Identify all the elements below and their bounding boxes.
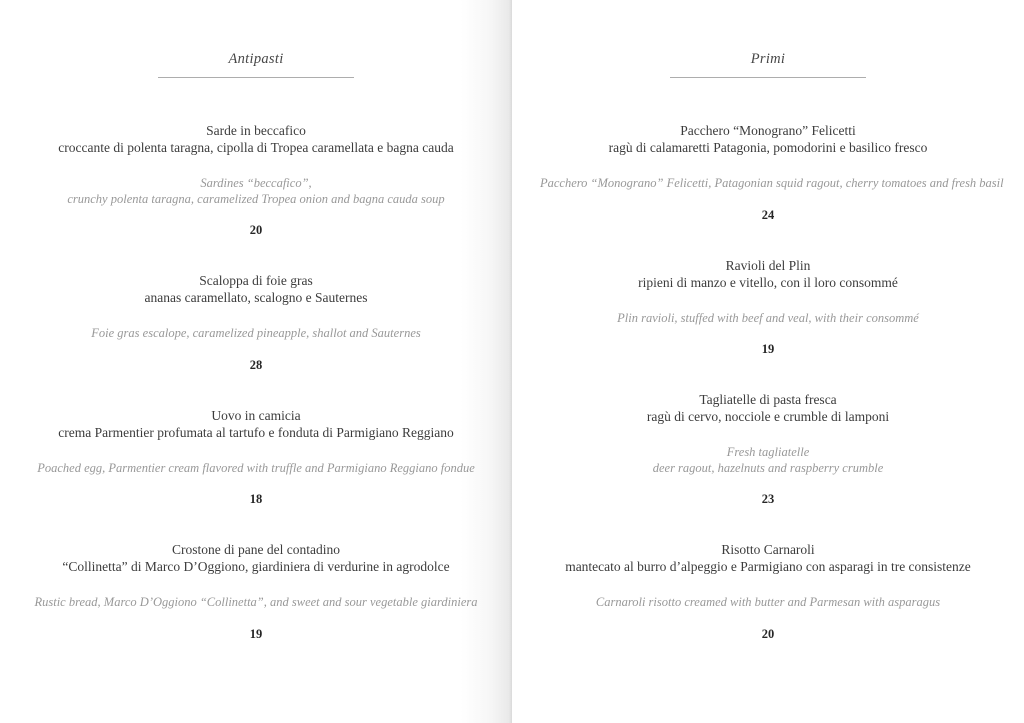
dish-translation-line: crunchy polenta taragna, caramelized Tropea onion and bagna cauda soup [67, 191, 445, 206]
dish-translation [540, 445, 996, 476]
dish-title-line: Scaloppa di foie gras [199, 273, 313, 288]
dish-subtitle-line: ripieni di manzo e vitello, con il loro consommé [638, 274, 898, 290]
dish-price: 20 [249, 223, 263, 237]
dish-title [28, 541, 484, 575]
dish-subtitle-line: ragù di cervo, nocciole e crumble di lamponi [646, 409, 890, 424]
dish-price: 24 [761, 207, 775, 222]
dish-subtitle-line: “Collinetta” di Marco D’Oggiono, giardiniera di verdurine in agrodolce [62, 559, 450, 574]
dish-title [540, 541, 996, 575]
menu-page-primi [512, 0, 1024, 723]
section-title-antipasti: Antipasti [228, 51, 284, 67]
dish-translation [28, 176, 484, 207]
dish-title-line: Uovo in camicia [211, 407, 301, 423]
dish-subtitle-line: crema Parmentier profumata al tartufo e fonduta di Parmigiano Reggiano [58, 424, 454, 440]
menu-item-scaloppa [28, 272, 484, 373]
dish-title-line: Risotto Carnaroli [721, 542, 815, 557]
dish-translation-line: Carnaroli risotto creamed with butter and Parmesan with asparagus [595, 595, 941, 609]
dish-subtitle-line: ragù di calamaretti Patagonia, pomodorini e basilico fresco [608, 140, 928, 155]
dish-translation-line: deer ragout, hazelnuts and raspberry crumble [652, 460, 884, 475]
dish-title [28, 272, 484, 306]
dish-price: 28 [249, 357, 263, 372]
dish-translation [28, 461, 484, 477]
dish-translation-line: Pacchero “Monograno” Felicetti, Patagonian squid ragout, cherry tomatoes and fresh basil [540, 176, 1004, 190]
dish-translation-line: Sardines “beccafico”, [200, 176, 312, 190]
dish-title [540, 122, 996, 156]
menu-item-sarde [28, 122, 484, 238]
section-title-primi: Primi [750, 51, 786, 67]
dish-translation [28, 326, 484, 342]
dish-price: 19 [249, 626, 263, 641]
dish-price: 20 [761, 626, 775, 641]
dish-translation-line: Rustic bread, Marco D’Oggiono “Collinetta”, and sweet and sour vegetable giardiniera [34, 595, 478, 609]
dish-price: 19 [761, 342, 775, 356]
section-divider [670, 77, 866, 78]
dish-title-line: Tagliatelle di pasta fresca [699, 392, 837, 407]
dish-subtitle-line: ananas caramellato, scalogno e Sauternes [144, 290, 368, 305]
dish-subtitle-line: croccante di polenta taragna, cipolla di Tropea caramellata e bagna cauda [58, 140, 454, 155]
dish-price: 18 [249, 492, 263, 506]
menu-item-ravioli [540, 257, 996, 358]
dish-translation-line: Plin ravioli, stuffed with beef and veal, with their consommé [617, 310, 919, 325]
dish-title-line: Sarde in beccafico [206, 123, 306, 138]
dish-translation-line: Poached egg, Parmentier cream flavored with truffle and Parmigiano Reggiano fondue [37, 460, 475, 475]
section-header [28, 50, 484, 78]
section-header [540, 50, 996, 78]
dish-translation-line: Foie gras escalope, caramelized pineapple, shallot and Sauternes [91, 326, 421, 340]
dish-translation-line: Fresh tagliatelle [726, 445, 810, 459]
dish-title [540, 391, 996, 425]
menu-item-risotto [540, 541, 996, 642]
dish-title [28, 407, 484, 441]
dish-title [540, 257, 996, 291]
dish-translation [28, 595, 484, 611]
menu-item-tagliatelle [540, 391, 996, 507]
dish-title-line: Pacchero “Monograno” Felicetti [680, 123, 856, 138]
menu-item-crostone [28, 541, 484, 642]
dish-title [28, 122, 484, 156]
dish-translation [540, 176, 1004, 192]
dish-subtitle-line: mantecato al burro d’alpeggio e Parmigiano con asparagi in tre consistenze [565, 559, 971, 574]
section-divider [158, 77, 354, 78]
dish-title-line: Ravioli del Plin [725, 257, 811, 273]
dish-translation [540, 595, 996, 611]
menu-item-pacchero [540, 122, 1004, 223]
menu-item-uovo [28, 407, 484, 508]
dish-translation [540, 311, 996, 327]
dish-price: 23 [761, 492, 775, 506]
dish-title-line: Crostone di pane del contadino [172, 542, 340, 557]
